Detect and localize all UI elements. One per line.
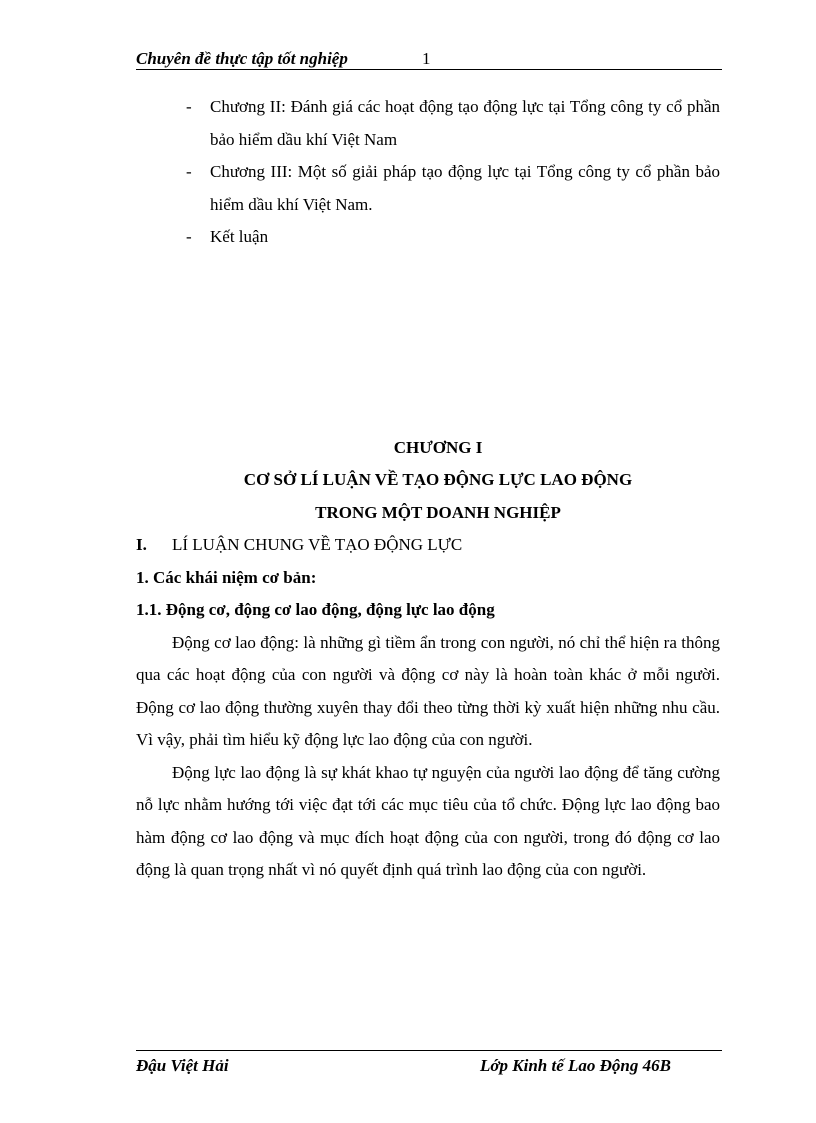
paragraph: Động cơ lao động: là những gì tiềm ẩn trong con người, nó chỉ thể hiện ra thông qua các hoạt động của con người và động cơ này là hoàn toàn khác ở mỗi người. Động cơ lao động thường xuyên thay đổi theo từng thời kỳ xuất hiện những nhu cầu. Vì vậy, phải tìm hiểu kỹ động lực lao động của con người. — [136, 632, 720, 749]
bullet-item — [136, 156, 720, 221]
page-number: 1 — [422, 49, 431, 68]
spacer — [136, 254, 720, 432]
chapter-title-line-2: TRONG MỘT DOANH NGHIỆP — [315, 502, 561, 522]
subsection-heading: 1. Các khái niệm cơ bản: — [136, 567, 317, 587]
bullet-text: Kết luận — [210, 227, 269, 246]
section-title: LÍ LUẬN CHUNG VỀ TẠO ĐỘNG LỰC — [172, 535, 463, 554]
bullet-text: Chương II: Đánh giá các hoạt động tạo động lực tại Tổng công ty cổ phần bảo hiểm dầu khí Việt Nam — [210, 97, 720, 149]
footer-author: Đậu Việt Hải — [136, 1056, 229, 1075]
bullet-dash: - — [186, 162, 192, 181]
page-footer — [136, 1050, 722, 1079]
bullet-item — [136, 221, 720, 254]
section-number: I. — [136, 535, 147, 554]
bullet-item — [136, 91, 720, 156]
header-title: Chuyên đề thực tập tốt nghiệp — [136, 49, 348, 68]
chapter-label: CHƯƠNG I — [393, 437, 483, 457]
bullet-text: Chương III: Một số giải pháp tạo động lực tại Tổng công ty cổ phần bảo hiểm dầu khí Việt Nam. — [210, 162, 720, 214]
chapter-title-line-1: CƠ SỞ LÍ LUẬN VỀ TẠO ĐỘNG LỰC LAO ĐỘNG — [243, 470, 633, 489]
footer-class: Lớp Kinh tế Lao Động 46B — [480, 1056, 671, 1075]
section-heading — [136, 529, 720, 562]
document-body — [136, 91, 720, 887]
bullet-dash: - — [186, 227, 192, 246]
paragraph: Động lực lao động là sự khát khao tự nguyện của người lao động để tăng cường nỗ lực nhằm hướng tới việc đạt tới các mục tiêu của tổ chức. Động lực lao động bao hàm động cơ lao động và mục đích hoạt động của con người, trong đó động cơ lao động là quan trọng nhất vì nó quyết định quá trình lao động của con người. — [136, 762, 720, 879]
subsubsection-heading: 1.1. Động cơ, động cơ lao động, động lực lao động — [136, 600, 495, 619]
bullet-dash: - — [186, 97, 192, 116]
page-header — [136, 47, 722, 70]
